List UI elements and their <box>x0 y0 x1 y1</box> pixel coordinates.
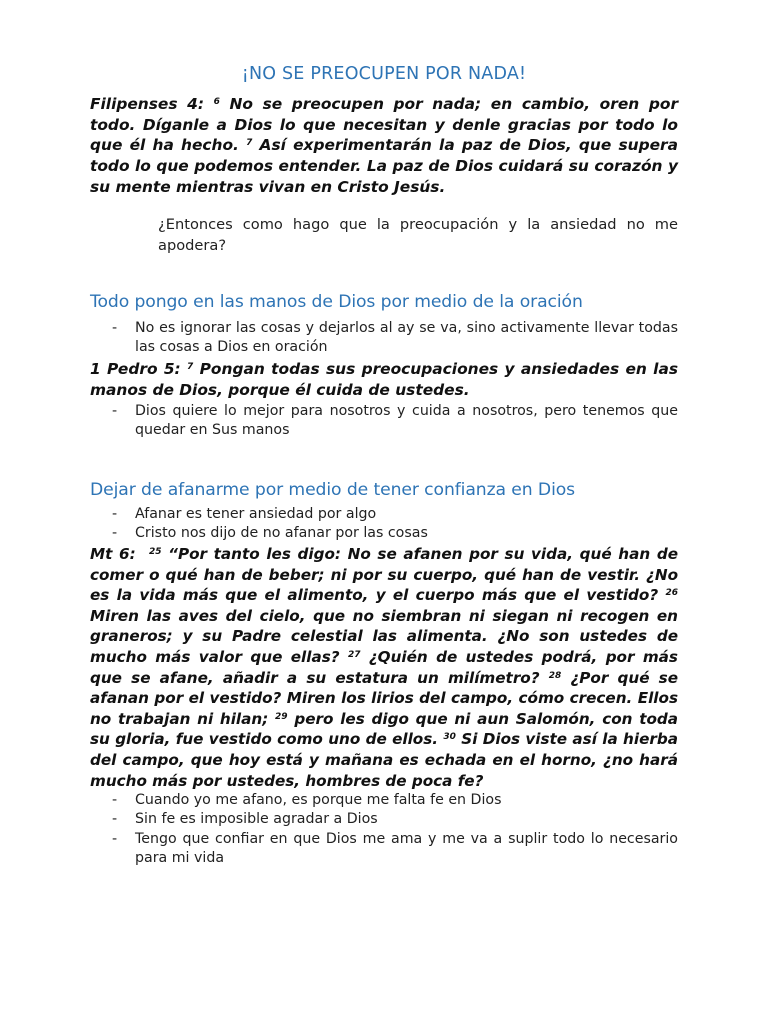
list-item <box>112 402 678 441</box>
document-title: ¡NO SE PREOCUPEN POR NADA! <box>241 64 527 84</box>
bullet-dash: - <box>112 320 118 336</box>
bullet-dash: - <box>112 811 118 828</box>
bullet-dash: - <box>112 403 118 419</box>
verse-text: Pongan todas sus preocupaciones y ansiedades en las manos de Dios, porque él cuida de ustedes. <box>90 360 678 399</box>
bullet-dash: - <box>112 506 118 522</box>
verse-number: 7 <box>246 138 253 149</box>
bullet-list <box>112 402 678 441</box>
verse-text: ¿Por qué se afanan por el vestido? Miren los lirios del campo, cómo crecen. Ellos no trabajan ni hilan; <box>90 668 679 728</box>
list-item-text: Tengo que confiar en que Dios me ama y me va a suplir todo lo necesario para mi vida <box>135 830 678 867</box>
verse-text: No se preocupen por nada; en cambio, oren por todo. Díganle a Dios lo que necesitan y denle gracias por todo lo que él ha hecho. <box>90 95 679 155</box>
verse-text: pero les digo que ni aun Salomón, con toda su gloria, fue vestido como uno de ellos. <box>90 709 679 749</box>
verse-number: 30 <box>443 732 456 743</box>
verse-number: 27 <box>347 649 361 660</box>
list-item <box>112 319 678 358</box>
list-item <box>112 810 678 829</box>
list-item <box>112 791 678 810</box>
scripture-reference: Filipenses 4: <box>90 95 204 113</box>
verse-text: “Por tanto les digo: No se afanen por su vida, qué han de comer o qué han de beber; ni por su cuerpo, qué han de vestir. ¿No es la vida más que el alimento, y el cuerpo más que el vestido? <box>90 545 678 605</box>
section-heading-confianza: Dejar de afanarme por medio de tener confianza en Dios <box>90 480 576 500</box>
verse-text: ¿Quién de ustedes podrá, por más que se afane, añadir a su estatura un milímetro? <box>90 647 678 687</box>
verse-number: 6 <box>213 97 220 107</box>
list-item-text: No es ignorar las cosas y dejarlos al ay se va, sino activamente llevar todas las cosas a Dios en oración <box>135 320 678 356</box>
verse-number: 28 <box>548 670 562 681</box>
scripture-reference: Mt 6: <box>90 545 136 563</box>
section-heading-oracion: Todo pongo en las manos de Dios por medio de la oración <box>90 292 583 312</box>
bullet-list <box>112 791 678 869</box>
verse-text: Si Dios viste así la hierba del campo, que hoy está y mañana es echada en el horno, ¿no hará mucho más por ustedes, hombres de poca fe? <box>90 730 678 790</box>
verse-number: 29 <box>275 711 288 722</box>
verse-number: 26 <box>665 588 678 599</box>
bullet-dash: - <box>112 830 118 847</box>
filipenses-passage <box>90 94 678 198</box>
verse-number: 25 <box>148 547 162 557</box>
list-item-text: Cristo nos dijo de no afanar por las cosas <box>135 525 428 542</box>
list-item <box>112 505 678 524</box>
bullet-list <box>112 319 678 358</box>
list-item <box>112 830 678 869</box>
verse-number: 7 <box>187 362 194 372</box>
question-paragraph: ¿Entonces como hago que la preocupación y la ansiedad no me apodera? <box>158 216 678 254</box>
pedro-passage <box>90 359 678 400</box>
bullet-dash: - <box>112 792 118 808</box>
mateo-passage <box>90 544 678 791</box>
list-item-text: Cuando yo me afano, es porque me falta fe en Dios <box>135 792 502 808</box>
bullet-dash: - <box>112 525 118 542</box>
list-item <box>112 524 678 543</box>
list-item-text: Sin fe es imposible agradar a Dios <box>135 811 378 828</box>
verse-text: Miren las aves del cielo, que no siembran ni siegan ni recogen en graneros; y su Padre celestial las alimenta. ¿No son ustedes de mucho más valor que ellas? <box>90 606 678 666</box>
bullet-list <box>112 505 678 544</box>
scripture-reference: 1 Pedro 5: <box>90 360 181 378</box>
list-item-text: Afanar es tener ansiedad por algo <box>135 506 377 522</box>
verse-text: Así experimentarán la paz de Dios, que supera todo lo que podemos entender. La paz de Dios cuidará su corazón y su mente mientras vivan en Cristo Jesús. <box>90 136 679 196</box>
list-item-text: Dios quiere lo mejor para nosotros y cuida a nosotros, pero tenemos que quedar en Sus manos <box>135 403 678 439</box>
